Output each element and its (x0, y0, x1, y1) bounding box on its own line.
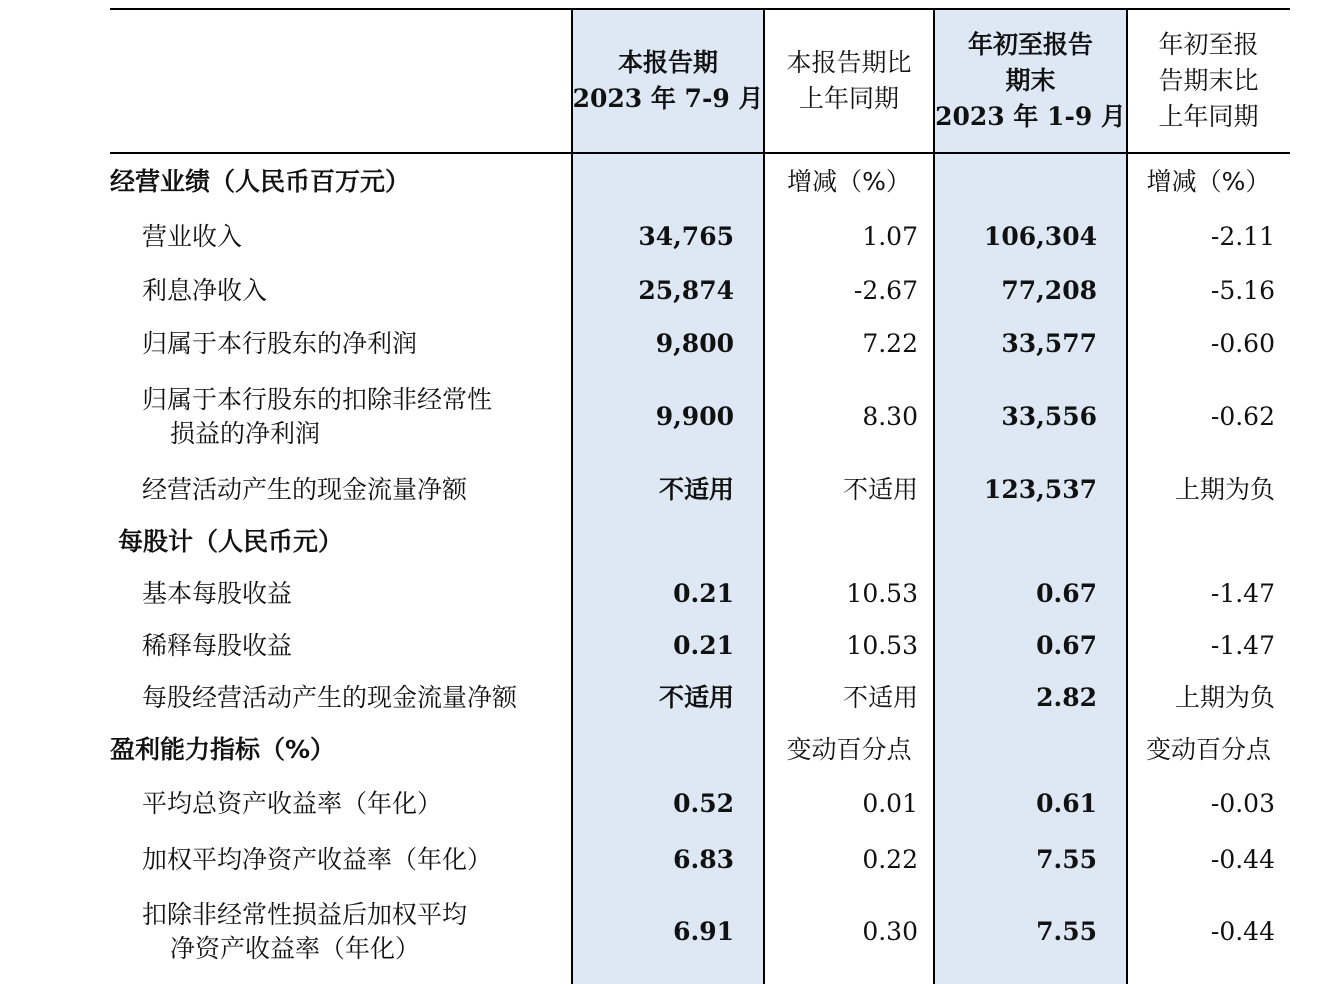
table-row (110, 672, 1290, 724)
section-unit-col4: 增减（%） (1146, 167, 1271, 196)
table-row (110, 776, 1290, 832)
table-row (110, 370, 1290, 464)
table-row (110, 832, 1290, 888)
section-title-performance: 经营业绩（人民币百万元） (110, 167, 411, 196)
cell-current-vs-prior: 0.30 (862, 917, 918, 946)
header-ytd-vs-prior-line2: 告期末比 (1158, 66, 1259, 95)
cell-current-vs-prior: 7.22 (862, 329, 918, 358)
header-year-to-date (934, 10, 1127, 152)
cell-current-period: 0.21 (673, 631, 734, 660)
cell-ytd-vs-prior: -0.44 (1210, 917, 1275, 946)
cell-year-to-date: 0.67 (1036, 579, 1097, 608)
section-unit-col4: 变动百分点 (1145, 735, 1271, 764)
cell-current-vs-prior: 不适用 (842, 475, 918, 504)
cell-current-period: 6.83 (673, 845, 734, 874)
cell-year-to-date: 123,537 (983, 475, 1097, 504)
row-label: 加权平均净资产收益率（年化） (142, 845, 493, 874)
table-row (110, 264, 1290, 318)
cell-current-vs-prior: 10.53 (846, 579, 918, 608)
cell-current-period: 9,900 (655, 402, 734, 431)
row-label: 经营活动产生的现金流量净额 (142, 475, 468, 504)
cell-year-to-date: 33,556 (1001, 402, 1097, 431)
header-year-to-date-line1: 年初至报告 (967, 30, 1093, 59)
row-label (110, 370, 602, 464)
cell-current-period: 9,800 (655, 329, 734, 358)
cell-ytd-vs-prior: 上期为负 (1174, 683, 1275, 712)
cell-current-vs-prior: -2.67 (853, 276, 918, 305)
header-current-vs-prior-line2: 上年同期 (798, 84, 899, 113)
cell-year-to-date: 0.67 (1036, 631, 1097, 660)
header-ytd-vs-prior (1127, 10, 1290, 152)
cell-year-to-date: 0.61 (1036, 789, 1097, 818)
cell-ytd-vs-prior: -2.11 (1210, 222, 1275, 251)
row-label: 每股经营活动产生的现金流量净额 (142, 683, 518, 712)
cell-ytd-vs-prior: -0.60 (1210, 329, 1275, 358)
financial-summary-table (110, 8, 1290, 984)
row-label: 营业收入 (142, 222, 243, 251)
row-label-line2: 损益的净利润 (170, 419, 321, 448)
header-ytd-vs-prior-line1: 年初至报 (1158, 30, 1259, 59)
section-title-profitability: 盈利能力指标（%） (110, 735, 336, 764)
cell-current-vs-prior: 不适用 (842, 683, 918, 712)
cell-ytd-vs-prior: -1.47 (1210, 579, 1275, 608)
section-title-per-share: 每股计（人民币元） (118, 527, 344, 556)
cell-current-vs-prior: 1.07 (862, 222, 918, 251)
header-ytd-vs-prior-line3: 上年同期 (1158, 102, 1259, 131)
cell-current-period: 0.52 (673, 789, 734, 818)
cell-year-to-date: 106,304 (983, 222, 1097, 251)
header-current-period-line2: 2023 年 7-9 月 (572, 84, 764, 113)
cell-current-period: 不适用 (658, 683, 734, 712)
cell-current-period: 6.91 (673, 917, 734, 946)
cell-year-to-date: 33,577 (1001, 329, 1097, 358)
header-current-period (572, 10, 764, 152)
header-current-vs-prior (764, 10, 934, 152)
row-label-line1: 扣除非经常性损益后加权平均 (142, 900, 468, 929)
table-row (110, 464, 1290, 516)
cell-year-to-date: 2.82 (1036, 683, 1097, 712)
cell-current-period: 不适用 (658, 475, 734, 504)
section-row-profitability (110, 724, 1290, 776)
table-row (110, 888, 1290, 976)
header-year-to-date-line3: 2023 年 1-9 月 (935, 102, 1126, 131)
row-label: 归属于本行股东的净利润 (142, 329, 418, 358)
table-row (110, 318, 1290, 370)
cell-current-period: 34,765 (638, 222, 734, 251)
cell-ytd-vs-prior: -0.44 (1210, 845, 1275, 874)
cell-current-period: 25,874 (638, 276, 734, 305)
cell-ytd-vs-prior: -5.16 (1210, 276, 1275, 305)
cell-year-to-date: 77,208 (1001, 276, 1097, 305)
row-label-line2: 净资产收益率（年化） (170, 934, 421, 963)
table-row (110, 210, 1290, 264)
cell-current-vs-prior: 0.22 (862, 845, 918, 874)
cell-current-vs-prior: 0.01 (862, 789, 918, 818)
table-row (110, 620, 1290, 672)
section-row-performance (110, 154, 1290, 210)
cell-ytd-vs-prior: -0.62 (1210, 402, 1275, 431)
cell-year-to-date: 7.55 (1036, 917, 1097, 946)
cell-ytd-vs-prior: -0.03 (1210, 789, 1275, 818)
header-year-to-date-line2: 期末 (1005, 66, 1056, 95)
cell-year-to-date: 7.55 (1036, 845, 1097, 874)
cell-current-vs-prior: 8.30 (862, 402, 918, 431)
cell-current-vs-prior: 10.53 (846, 631, 918, 660)
row-label: 平均总资产收益率（年化） (142, 789, 443, 818)
header-current-vs-prior-line1: 本报告期比 (786, 48, 912, 77)
table-row (110, 568, 1290, 620)
cell-current-period: 0.21 (673, 579, 734, 608)
section-unit-col2: 增减（%） (787, 167, 911, 196)
row-label: 稀释每股收益 (142, 631, 293, 660)
row-label: 基本每股收益 (142, 579, 293, 608)
section-unit-col2: 变动百分点 (786, 735, 912, 764)
header-current-period-line1: 本报告期 (617, 48, 718, 77)
section-row-per-share (110, 516, 1290, 568)
row-label-line1: 归属于本行股东的扣除非经常性 (142, 385, 493, 414)
row-label (110, 888, 602, 976)
cell-ytd-vs-prior: 上期为负 (1174, 475, 1275, 504)
row-label: 利息净收入 (142, 276, 268, 305)
cell-ytd-vs-prior: -1.47 (1210, 631, 1275, 660)
